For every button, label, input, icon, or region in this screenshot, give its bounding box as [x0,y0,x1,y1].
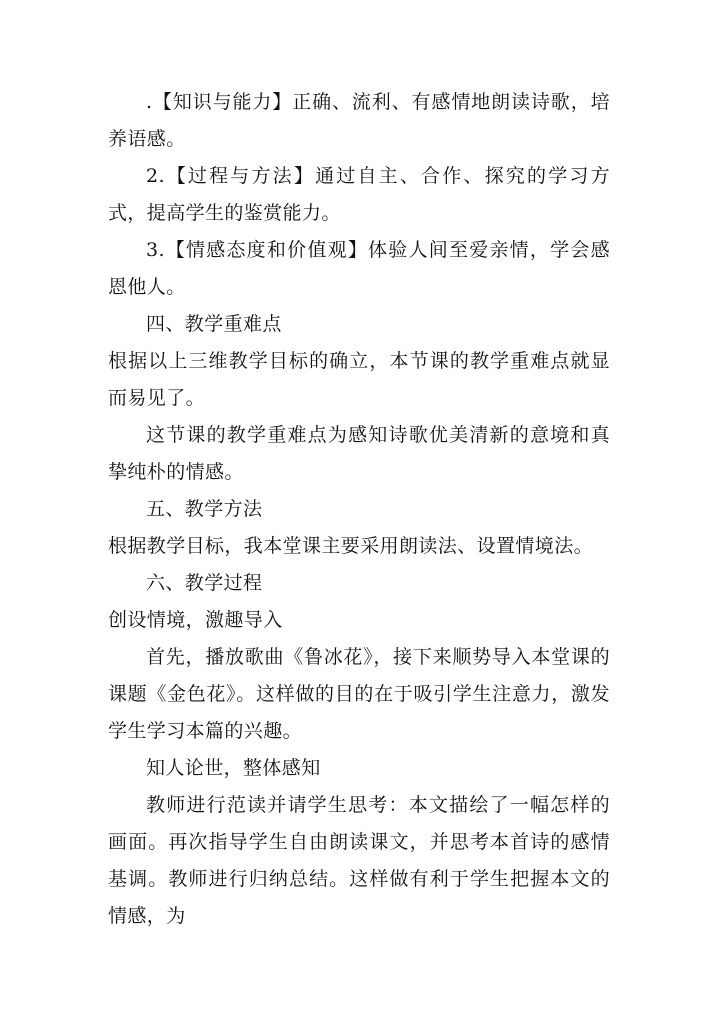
subheading-overall-perception: 知人论世，整体感知 [146,757,321,779]
objective-process-paragraph: 2.【过程与方法】通过自主、合作、探究的学习方式，提高学生的鉴赏能力。 [108,165,610,224]
introduction-paragraph: 首先，播放歌曲《鲁冰花》，接下来顺势导入本堂课的课题《金色花》。这样做的目的在于吸引学生注意力，激发学生学习本篇的兴趣。 [108,646,610,742]
subheading-introduction: 创设情境，激趣导入 [108,609,283,631]
section-heading-methods: 五、教学方法 [146,498,263,520]
key-points-detail-paragraph: 这节课的教学重难点为感知诗歌优美清新的意境和真挚纯朴的情感。 [108,424,610,483]
section-heading-key-points: 四、教学重难点 [146,313,282,335]
document-body [108,84,610,935]
section-heading-process: 六、教学过程 [146,572,263,594]
overall-perception-paragraph: 教师进行范读并请学生思考：本文描绘了一幅怎样的画面。再次指导学生自由朗读课文，并思考本首诗的感情基调。教师进行归纳总结。这样做有利于学生把握本文的情感，为 [108,794,610,927]
objective-attitude-paragraph: 3.【情感态度和价值观】体验人间至爱亲情，学会感恩他人。 [108,239,610,298]
methods-paragraph: 根据教学目标，我本堂课主要采用朗读法、设置情境法。 [108,535,594,557]
key-points-intro-paragraph: 根据以上三维教学目标的确立，本节课的教学重难点就显而易见了。 [108,350,610,409]
objective-knowledge-paragraph: .【知识与能力】正确、流利、有感情地朗读诗歌，培养语感。 [108,91,610,150]
